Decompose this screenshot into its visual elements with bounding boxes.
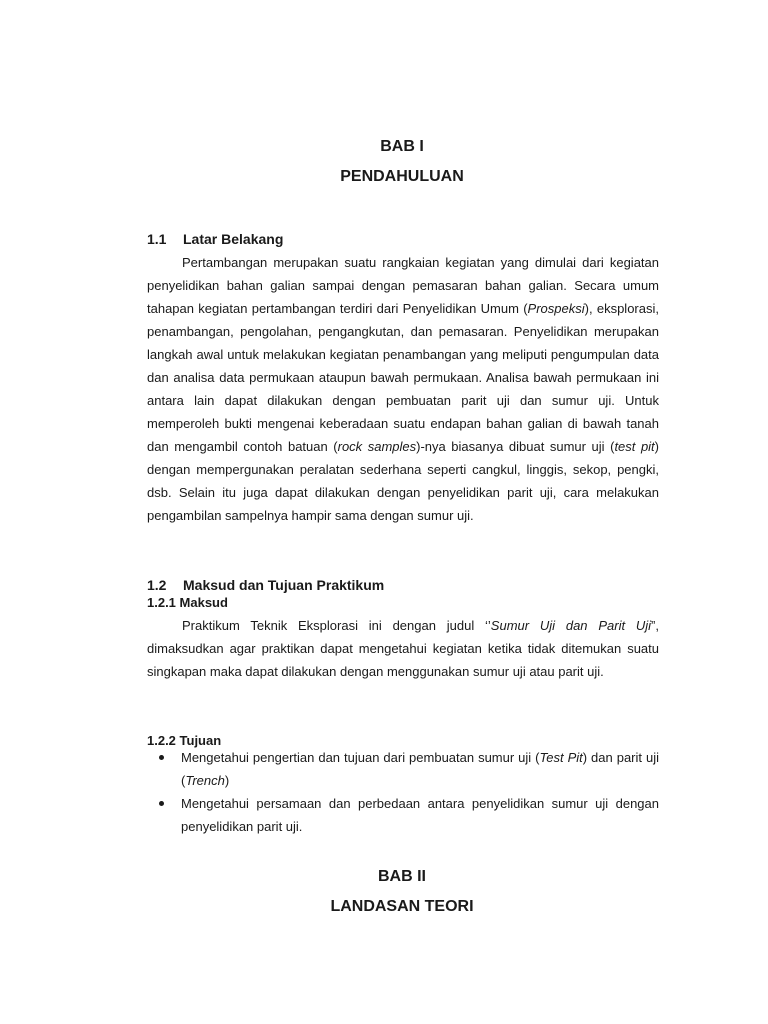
tujuan-list-item [147,746,659,792]
text-run: ), eksplorasi, penambangan, pengolahan, pengangkutan, dan pemasaran. Penyelidikan merupakan langkah awal untuk melakukan kegiatan penambangan yang meliputi pengumpulan data dan analisa data permukaan ataupun bawah permukaan. Analisa bawah permukaan ini antara lain dapat dilakukan dengan pembuatan parit uji dan sumur uji. Untuk memperoleh bukti mengenai keberadaan suatu endapan bahan galian di bawah tanah dan mengambil contoh batuan ( [147,301,659,454]
section-1-2-1-heading: 1.2.1 Maksud [147,595,228,610]
italic-term: Trench [185,773,225,788]
chapter-1-title: PENDAHULUAN [340,168,464,185]
tujuan-list [147,746,659,838]
italic-term: test pit [614,439,655,454]
tujuan-item-text [181,750,659,788]
section-1-1-title: Latar Belakang [183,231,284,247]
section-1-1-heading [147,230,283,248]
bullet-icon [159,801,164,806]
latar-belakang-paragraph [147,251,659,527]
text-run: Mengetahui persamaan dan perbedaan antara penyelidikan sumur uji dengan penyelidikan parit uji. [181,796,659,834]
section-1-1-number: 1.1 [147,231,167,247]
text-run: Mengetahui pengertian dan tujuan dari pembuatan sumur uji ( [181,750,540,765]
section-1-2-2-heading: 1.2.2 Tujuan [147,733,222,748]
text-run: Pertambangan merupakan suatu rangkaian kegiatan yang dimulai dari kegiatan penyelidikan bahan galian sampai dengan pemasaran bahan galian. Secara umum tahapan kegiatan pertambangan terdiri dari Penyelidikan Umum ( [147,255,659,316]
text-run: ) dan parit uji ( [181,750,659,788]
section-1-2-heading [147,576,384,594]
section-1-2-number: 1.2 [147,577,167,593]
text-run: )-nya biasanya dibuat sumur uji ( [416,439,615,454]
tujuan-list-item [147,792,659,838]
text-run: ) dengan mempergunakan peralatan sederhana seperti cangkul, linggis, sekop, pengki, dsb. Selain itu juga dapat dilakukan dengan penyelidikan parit uji, cara melakukan pengambilan sampelnya hampir sama dengan sumur uji. [147,439,660,523]
chapter-2-number: BAB II [378,868,426,885]
chapter-2-title: LANDASAN TEORI [330,898,474,915]
italic-term: Sumur Uji dan Parit Uji [490,618,652,633]
chapter-1-number: BAB I [380,138,424,155]
bullet-icon [159,755,164,760]
text-run: ”, dimaksudkan agar praktikan dapat mengetahui kegiatan ketika tidak ditemukan suatu singkapan maka dapat dilakukan dengan menggunakan sumur uji atau parit uji. [147,618,659,679]
italic-term: Prospeksi [527,301,585,316]
text-run: Praktikum Teknik Eksplorasi ini dengan judul ‘’ [182,618,491,633]
tujuan-item-text [181,796,659,834]
text-run: ) [224,773,230,788]
italic-term: rock samples [337,439,417,454]
section-1-2-title: Maksud dan Tujuan Praktikum [183,577,385,593]
maksud-paragraph [147,614,659,683]
italic-term: Test Pit [539,750,583,765]
